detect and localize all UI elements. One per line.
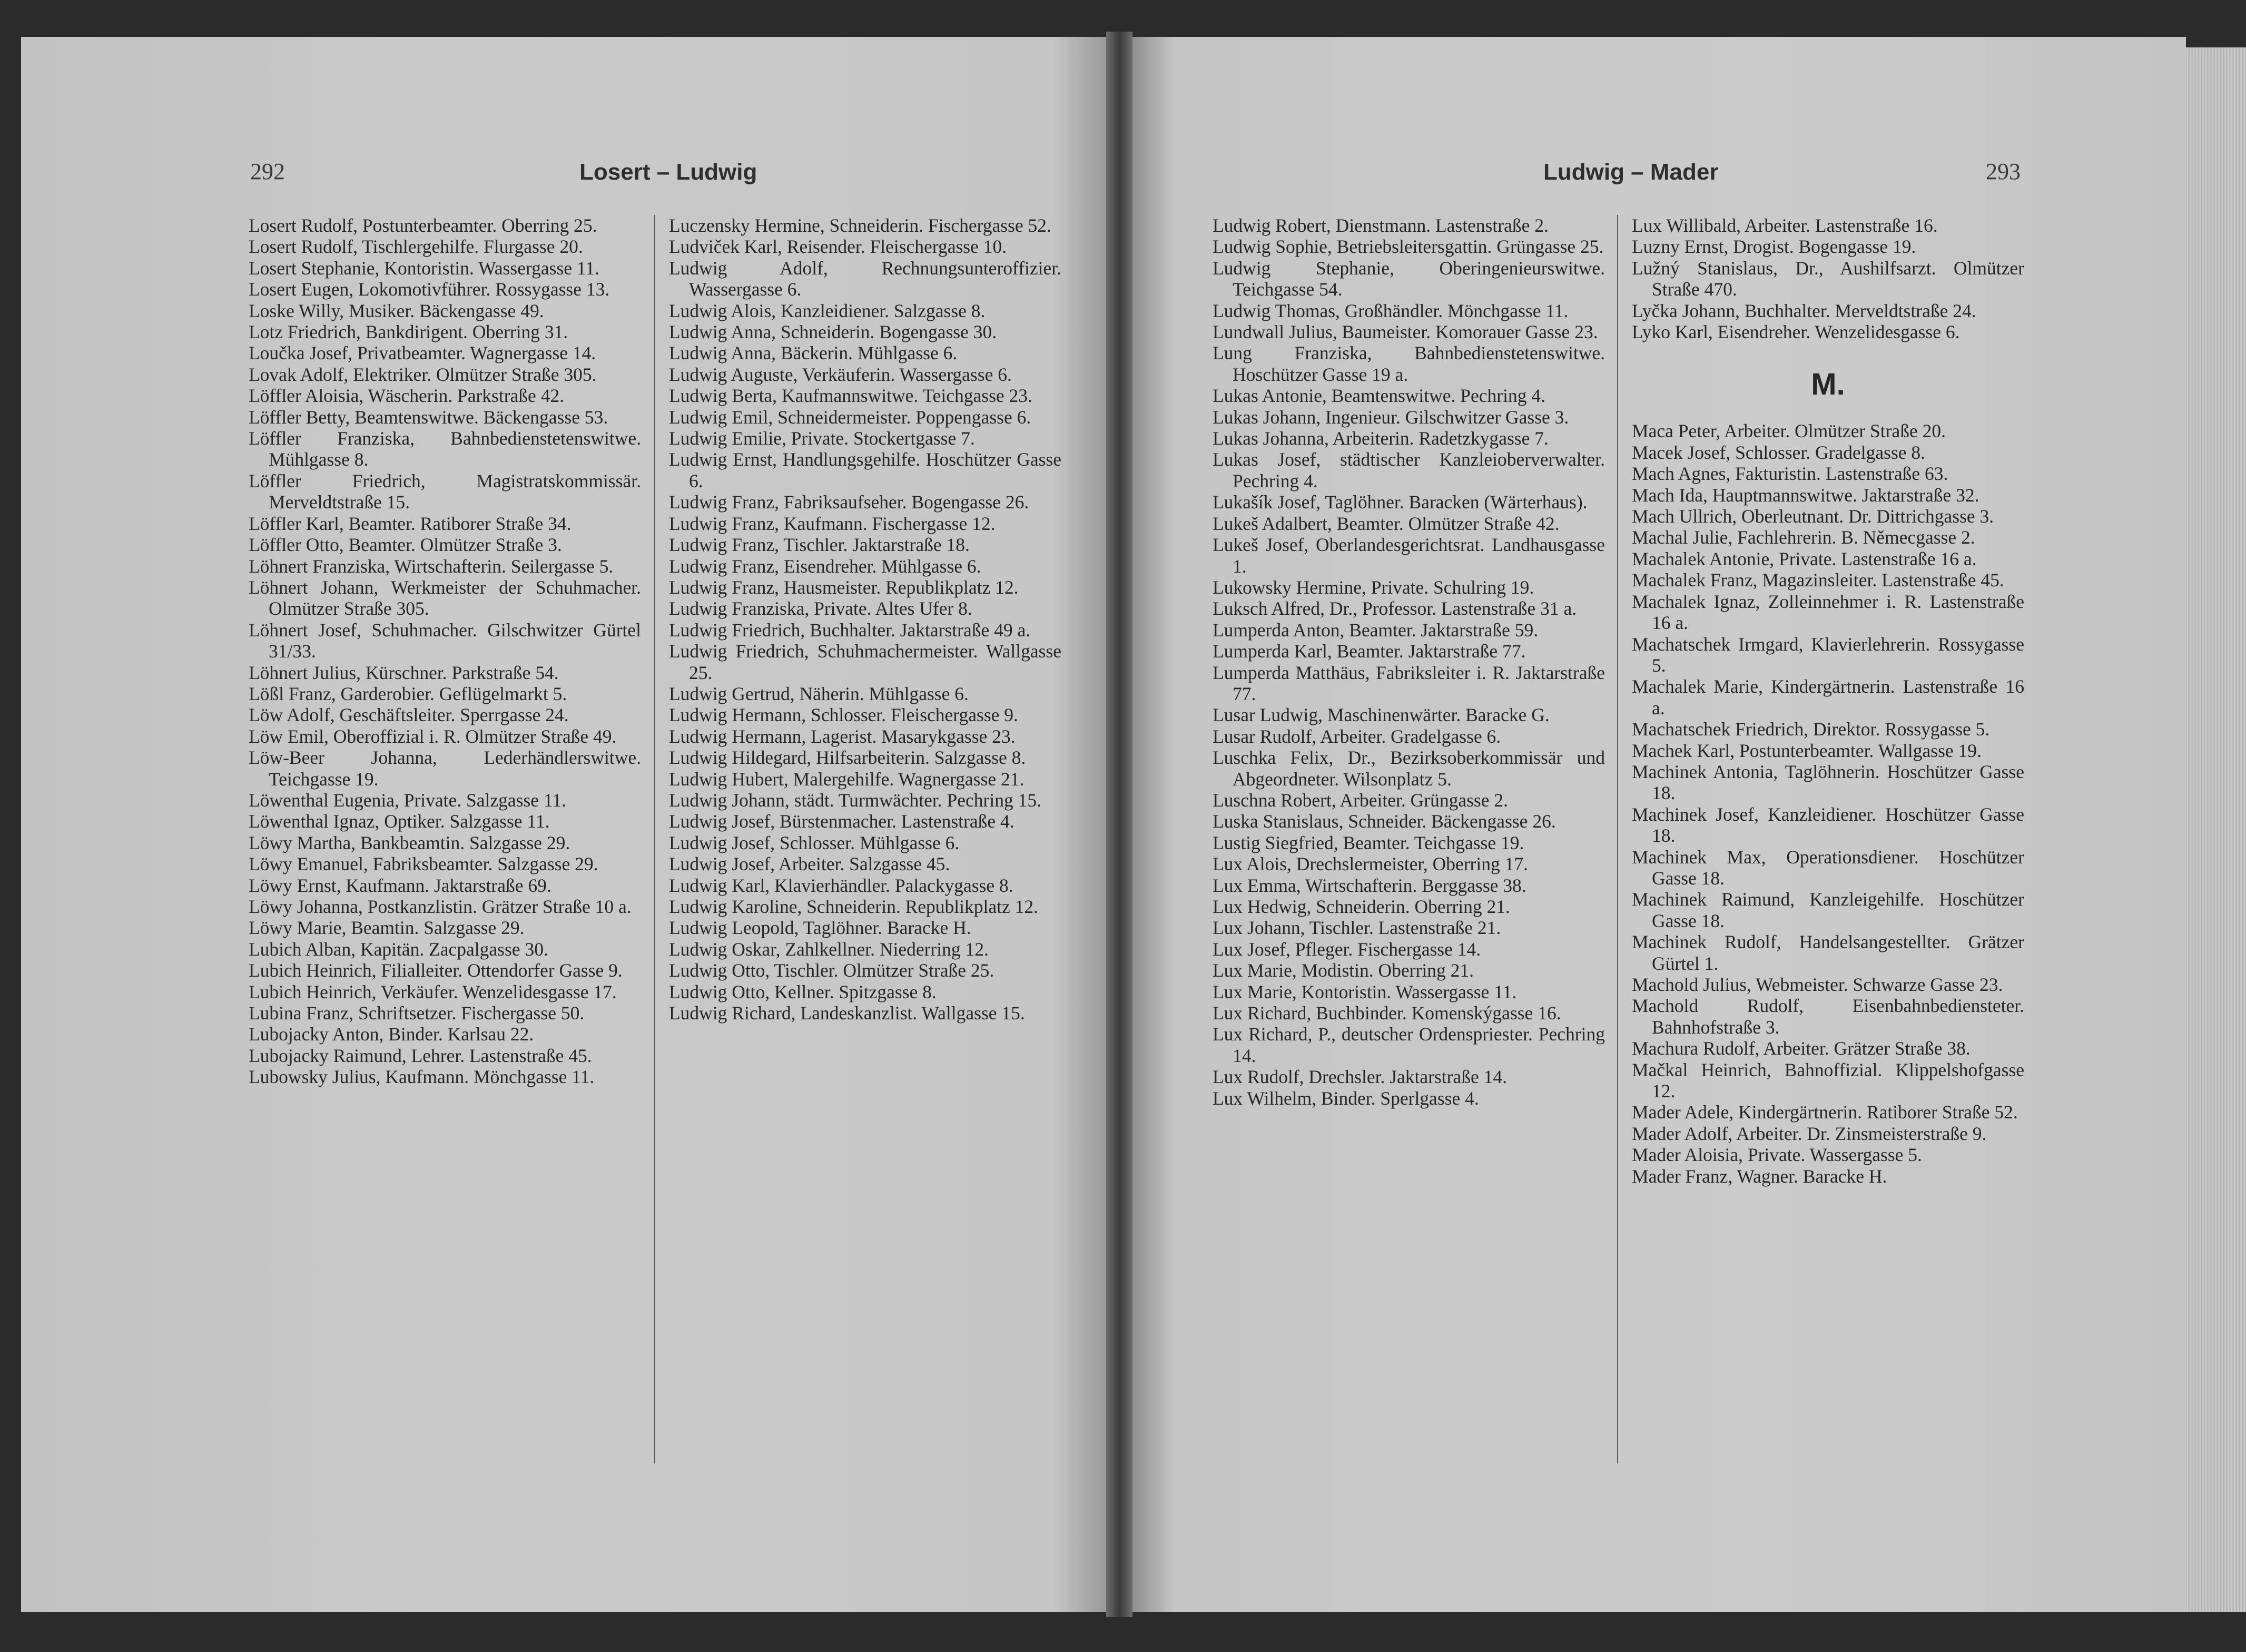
section-letter: M. <box>1811 367 1845 402</box>
page-number-right: 293 <box>1986 159 2021 184</box>
directory-entry: Ludwig Karl, Klavierhändler. Palackygasse 8. <box>669 874 1013 896</box>
directory-entry: Ludwig Josef, Arbeiter. Salzgasse 45. <box>669 853 950 875</box>
directory-entry: Lubich Alban, Kapitän. Zacpalgasse 30. <box>249 938 548 960</box>
directory-entry: Löhnert Julius, Kürschner. Parkstraße 54. <box>249 662 559 683</box>
directory-entry: Losert Rudolf, Postunterbeamter. Oberring 25. <box>249 215 597 236</box>
directory-entry: Lubina Franz, Schriftsetzer. Fischergasse 50. <box>249 1002 585 1024</box>
directory-entry: Lubojacky Raimund, Lehrer. Lastenstraße 45. <box>249 1045 592 1066</box>
running-header-right: Ludwig – Mader <box>1543 159 1719 185</box>
directory-entry: Löhnert Franziska, Wirtschafterin. Seilergasse 5. <box>249 555 614 577</box>
entries-l-section <box>1632 215 2024 342</box>
directory-entry: Loučka Josef, Privatbeamter. Wagnergasse 14. <box>249 342 596 364</box>
directory-entry: Luksch Alfred, Dr., Professor. Lastenstraße 31 a. <box>1213 598 1577 620</box>
column-divider <box>1617 215 1618 1463</box>
directory-entry: Löw Emil, Oberoffizial i. R. Olmützer Straße 49. <box>249 725 617 747</box>
directory-entry: Machalek Franz, Magazinsleiter. Lastenstraße 45. <box>1632 569 2004 591</box>
directory-entry: Ludwig Hermann, Schlosser. Fleischergasse 9. <box>669 704 1018 726</box>
directory-entry: Machatschek Irmgard, Klavierlehrerin. Rossygasse 5. <box>1632 633 2024 676</box>
directory-entry: Mach Ida, Hauptmannswitwe. Jaktarstraße 32. <box>1632 484 1979 506</box>
directory-entry: Ludwig Franz, Hausmeister. Republikplatz 12. <box>669 576 1019 598</box>
directory-entry: Lux Josef, Pfleger. Fischergasse 14. <box>1213 938 1481 960</box>
directory-entry: Löffler Aloisia, Wäscherin. Parkstraße 42. <box>249 385 565 407</box>
directory-entry: Lubich Heinrich, Filialleiter. Ottendorfer Gasse 9. <box>249 960 623 981</box>
directory-entry: Lubojacky Anton, Binder. Karlsau 22. <box>249 1024 534 1045</box>
directory-entry: Machalek Antonie, Private. Lastenstraße 16 a. <box>1632 548 1977 569</box>
directory-entry: Lustig Siegfried, Beamter. Teichgasse 19. <box>1213 832 1524 853</box>
directory-entry: Löwenthal Ignaz, Optiker. Salzgasse 11. <box>249 811 550 832</box>
directory-entry: Mader Adele, Kindergärtnerin. Ratiborer Straße 52. <box>1632 1102 2018 1123</box>
directory-entry: Ludwig Otto, Tischler. Olmützer Straße 25. <box>669 960 994 981</box>
directory-entry: Lukeš Adalbert, Beamter. Olmützer Straße 42. <box>1213 513 1560 534</box>
directory-entry: Lumperda Karl, Beamter. Jaktarstraße 77. <box>1213 641 1526 662</box>
directory-entry: Löffler Otto, Beamter. Olmützer Straße 3. <box>249 534 562 556</box>
directory-entry: Machinek Max, Operationsdiener. Hoschützer Gasse 18. <box>1632 846 2024 889</box>
directory-entry: Lux Willibald, Arbeiter. Lastenstraße 16. <box>1632 215 1938 236</box>
directory-entry: Löffler Franziska, Bahnbedienstetenswitwe. Mühlgasse 8. <box>249 428 641 470</box>
directory-entry: Ludwig Alois, Kanzleidiener. Salzgasse 8. <box>669 300 986 321</box>
directory-entry: Löffler Karl, Beamter. Ratiborer Straße 34. <box>249 513 572 534</box>
page-edges <box>2186 47 2246 1612</box>
directory-entry: Ludwig Karoline, Schneiderin. Republikplatz 12. <box>669 896 1038 917</box>
directory-entry: Machura Rudolf, Arbeiter. Grätzer Straße 38. <box>1632 1038 1971 1059</box>
directory-entry: Lusar Ludwig, Maschinenwärter. Baracke G. <box>1213 704 1550 726</box>
directory-entry: Machal Julie, Fachlehrerin. B. Němecgasse 2. <box>1632 527 1975 548</box>
directory-entry: Löhnert Johann, Werkmeister der Schuhmacher. Olmützer Straße 305. <box>249 576 641 620</box>
directory-entry: Ludwig Gertrud, Näherin. Mühlgasse 6. <box>669 683 969 704</box>
directory-entry: Ludwig Berta, Kaufmannswitwe. Teichgasse 23. <box>669 385 1032 407</box>
directory-entry: Lux Emma, Wirtschafterin. Berggasse 38. <box>1213 874 1526 896</box>
directory-entry: Mader Adolf, Arbeiter. Dr. Zinsmeisterstraße 9. <box>1632 1123 1987 1144</box>
directory-entry: Ludwig Franziska, Private. Altes Ufer 8. <box>669 598 972 620</box>
directory-entry: Lubowsky Julius, Kaufmann. Mönchgasse 11. <box>249 1066 595 1088</box>
directory-entry: Machinek Josef, Kanzleidiener. Hoschützer Gasse 18. <box>1632 803 2024 847</box>
directory-entry: Lyčka Johann, Buchhalter. Merveldtstraße 24. <box>1632 300 1976 321</box>
directory-entry: Lux Hedwig, Schneiderin. Oberring 21. <box>1213 896 1510 917</box>
directory-entry: Löw Adolf, Geschäftsleiter. Sperrgasse 24. <box>249 704 569 726</box>
directory-entry: Lyko Karl, Eisendreher. Wenzelidesgasse 6. <box>1632 321 1960 343</box>
directory-entry: Ludwig Otto, Kellner. Spitzgasse 8. <box>669 981 937 1002</box>
right-page <box>1132 37 2186 1612</box>
directory-entry: Lumperda Anton, Beamter. Jaktarstraße 59. <box>1213 619 1539 641</box>
directory-entry: Machatschek Friedrich, Direktor. Rossygasse 5. <box>1632 719 1990 740</box>
directory-entry: Löw-Beer Johanna, Lederhändlerswitwe. Teichgasse 19. <box>249 747 641 790</box>
directory-entry: Machinek Raimund, Kanzleigehilfe. Hoschützer Gasse 18. <box>1632 889 2024 931</box>
directory-entry: Mačkal Heinrich, Bahnoffizial. Klippelshofgasse 12. <box>1632 1059 2024 1102</box>
directory-entry: Lukowsky Hermine, Private. Schulring 19. <box>1213 576 1534 598</box>
directory-entry: Lux Richard, P., deutscher Ordenspriester. Pechring 14. <box>1213 1024 1605 1066</box>
directory-entry: Ludwig Richard, Landeskanzlist. Wallgasse 15. <box>669 1002 1025 1024</box>
directory-entry: Luczensky Hermine, Schneiderin. Fischergasse 52. <box>669 215 1051 236</box>
directory-entry: Ludwig Hubert, Malergehilfe. Wagnergasse 21. <box>669 768 1025 790</box>
directory-entry: Ludviček Karl, Reisender. Fleischergasse 10. <box>669 236 1007 258</box>
directory-entry: Ludwig Johann, städt. Turmwächter. Pechring 15. <box>669 789 1041 811</box>
directory-entry: Löffler Friedrich, Magistratskommissär. Merveldtstraße 15. <box>249 470 641 513</box>
directory-entry: Machalek Ignaz, Zolleinnehmer i. R. Lastenstraße 16 a. <box>1632 591 2024 634</box>
directory-entry: Luschna Robert, Arbeiter. Grüngasse 2. <box>1213 789 1508 811</box>
directory-entry: Luschka Felix, Dr., Bezirksoberkommissär und Abgeordneter. Wilsonplatz 5. <box>1213 747 1605 790</box>
directory-entry: Machalek Marie, Kindergärtnerin. Lastenstraße 16 a. <box>1632 676 2024 719</box>
directory-entry: Lux Johann, Tischler. Lastenstraße 21. <box>1213 917 1501 939</box>
directory-entry: Ludwig Franz, Fabriksaufseher. Bogengasse 26. <box>669 491 1029 513</box>
directory-entry: Löwenthal Eugenia, Private. Salzgasse 11. <box>249 789 566 811</box>
directory-entry: Machold Rudolf, Eisenbahnbediensteter. Bahnhofstraße 3. <box>1632 995 2024 1038</box>
directory-entry: Lukas Josef, städtischer Kanzleioberverwalter. Pechring 4. <box>1213 449 1605 491</box>
directory-entry: Ludwig Leopold, Taglöhner. Baracke H. <box>669 917 971 939</box>
directory-entry: Ludwig Emilie, Private. Stockertgasse 7. <box>669 428 975 449</box>
directory-entry: Ludwig Josef, Schlosser. Mühlgasse 6. <box>669 832 960 853</box>
directory-entry: Ludwig Oskar, Zahlkellner. Niederring 12. <box>669 938 989 960</box>
directory-entry: Löwy Emanuel, Fabriksbeamter. Salzgasse 29. <box>249 853 598 875</box>
directory-entry: Lux Marie, Modistin. Oberring 21. <box>1213 960 1474 981</box>
directory-entry: Machinek Rudolf, Handelsangestellter. Grätzer Gürtel 1. <box>1632 931 2024 974</box>
left-page <box>21 37 1106 1612</box>
directory-entry: Lubich Heinrich, Verkäufer. Wenzelidesgasse 17. <box>249 981 617 1002</box>
directory-entry: Löffler Betty, Beamtenswitwe. Bäckengasse 53. <box>249 406 608 428</box>
book-spine <box>1106 32 1132 1617</box>
directory-entry: Lux Marie, Kontoristin. Wassergasse 11. <box>1213 981 1517 1002</box>
directory-entry: Ludwig Anna, Bäckerin. Mühlgasse 6. <box>669 342 958 364</box>
directory-entry: Ludwig Franz, Tischler. Jaktarstraße 18. <box>669 534 970 556</box>
right-page-column-1 <box>1213 215 1605 1109</box>
directory-entry: Lung Franziska, Bahnbedienstetenswitwe. Hoschützer Gasse 19 a. <box>1213 342 1605 385</box>
directory-entry: Losert Eugen, Lokomotivführer. Rossygasse 13. <box>249 279 610 300</box>
directory-entry: Ludwig Franz, Eisendreher. Mühlgasse 6. <box>669 555 981 577</box>
directory-entry: Lotz Friedrich, Bankdirigent. Oberring 31. <box>249 321 568 343</box>
directory-entry: Machold Julius, Webmeister. Schwarze Gasse 23. <box>1632 974 2003 995</box>
directory-entry: Löhnert Josef, Schuhmacher. Gilschwitzer Gürtel 31/33. <box>249 619 641 662</box>
directory-entry: Luska Stanislaus, Schneider. Bäckengasse 26. <box>1213 811 1556 832</box>
directory-entry: Lux Alois, Drechslermeister, Oberring 17. <box>1213 853 1528 875</box>
directory-entry: Lukašík Josef, Taglöhner. Baracken (Wärterhaus). <box>1213 491 1588 513</box>
directory-entry: Lukas Johann, Ingenieur. Gilschwitzer Gasse 3. <box>1213 406 1569 428</box>
directory-entry: Losert Rudolf, Tischlergehilfe. Flurgasse 20. <box>249 236 583 258</box>
left-page-column-1 <box>249 215 641 1088</box>
directory-entry: Ludwig Emil, Schneidermeister. Poppengasse 6. <box>669 406 1031 428</box>
directory-entry: Ludwig Ernst, Handlungsgehilfe. Hoschützer Gasse 6. <box>669 449 1061 491</box>
directory-entry: Löwy Ernst, Kaufmann. Jaktarstraße 69. <box>249 874 551 896</box>
directory-entry: Lux Wilhelm, Binder. Sperlgasse 4. <box>1213 1087 1479 1109</box>
directory-entry: Löwy Johanna, Postkanzlistin. Grätzer Straße 10 a. <box>249 896 632 917</box>
directory-entry: Machinek Antonia, Taglöhnerin. Hoschützer Gasse 18. <box>1632 761 2024 804</box>
directory-entry: Löwy Martha, Bankbeamtin. Salzgasse 29. <box>249 832 570 853</box>
directory-entry: Luzny Ernst, Drogist. Bogengasse 19. <box>1632 236 1916 258</box>
directory-entry: Machek Karl, Postunterbeamter. Wallgasse 19. <box>1632 740 1982 761</box>
directory-entry: Lusar Rudolf, Arbeiter. Gradelgasse 6. <box>1213 725 1501 747</box>
directory-entry: Lukeš Josef, Oberlandesgerichtsrat. Landhausgasse 1. <box>1213 534 1605 577</box>
left-page-column-2 <box>669 215 1061 1024</box>
directory-entry: Mach Agnes, Fakturistin. Lastenstraße 63. <box>1632 463 1948 485</box>
directory-entry: Ludwig Hildegard, Hilfsarbeiterin. Salzgasse 8. <box>669 747 1026 769</box>
directory-entry: Lundwall Julius, Baumeister. Komorauer Gasse 23. <box>1213 321 1598 343</box>
directory-entry: Lumperda Matthäus, Fabriksleiter i. R. Jaktarstraße 77. <box>1213 662 1605 704</box>
directory-entry: Ludwig Hermann, Lagerist. Masarykgasse 23. <box>669 725 1016 747</box>
directory-entry: Ludwig Robert, Dienstmann. Lastenstraße 2. <box>1213 215 1549 236</box>
directory-entry: Ludwig Anna, Schneiderin. Bogengasse 30. <box>669 321 997 343</box>
directory-entry: Ludwig Friedrich, Schuhmachermeister. Wallgasse 25. <box>669 641 1061 683</box>
directory-entry: Losert Stephanie, Kontoristin. Wassergasse 11. <box>249 257 599 279</box>
directory-entry: Mader Franz, Wagner. Baracke H. <box>1632 1165 1887 1187</box>
directory-entry: Mader Aloisia, Private. Wassergasse 5. <box>1632 1144 1922 1166</box>
running-header-left: Losert – Ludwig <box>579 159 757 185</box>
directory-entry: Löwy Marie, Beamtin. Salzgasse 29. <box>249 917 525 939</box>
directory-entry: Lux Richard, Buchbinder. Komenskýgasse 16. <box>1213 1002 1561 1024</box>
directory-entry: Lukas Johanna, Arbeiterin. Radetzkygasse 7. <box>1213 428 1549 449</box>
directory-entry: Lovak Adolf, Elektriker. Olmützer Straße 305. <box>249 363 597 385</box>
directory-entry: Ludwig Auguste, Verkäuferin. Wassergasse 6. <box>669 363 1012 385</box>
directory-entry: Ludwig Sophie, Betriebsleitersgattin. Grüngasse 25. <box>1213 236 1604 258</box>
column-divider <box>654 215 655 1463</box>
directory-entry: Ludwig Josef, Bürstenmacher. Lastenstraße 4. <box>669 811 1014 832</box>
page-number-left: 292 <box>250 159 285 184</box>
entries-m-section <box>1632 420 2024 1187</box>
directory-entry: Lux Rudolf, Drechsler. Jaktarstraße 14. <box>1213 1066 1507 1088</box>
directory-entry: Ludwig Friedrich, Buchhalter. Jaktarstraße 49 a. <box>669 619 1031 641</box>
directory-entry: Maca Peter, Arbeiter. Olmützer Straße 20. <box>1632 420 1946 442</box>
directory-entry: Mach Ullrich, Oberleutnant. Dr. Dittrichgasse 3. <box>1632 506 1994 527</box>
directory-entry: Ludwig Thomas, Großhändler. Mönchgasse 11. <box>1213 300 1569 321</box>
directory-entry: Loske Willy, Musiker. Bäckengasse 49. <box>249 300 544 321</box>
directory-entry: Lužný Stanislaus, Dr., Aushilfsarzt. Olmützer Straße 470. <box>1632 257 2024 300</box>
directory-entry: Macek Josef, Schlosser. Gradelgasse 8. <box>1632 441 1926 463</box>
directory-entry: Lößl Franz, Garderobier. Geflügelmarkt 5. <box>249 683 567 704</box>
directory-entry: Ludwig Stephanie, Oberingenieurswitwe. Teichgasse 54. <box>1213 257 1605 300</box>
directory-entry: Ludwig Franz, Kaufmann. Fischergasse 12. <box>669 513 996 534</box>
directory-entry: Lukas Antonie, Beamtenswitwe. Pechring 4. <box>1213 385 1545 407</box>
directory-entry: Ludwig Adolf, Rechnungsunteroffizier. Wassergasse 6. <box>669 257 1061 300</box>
right-page-column-2 <box>1632 215 2024 1187</box>
